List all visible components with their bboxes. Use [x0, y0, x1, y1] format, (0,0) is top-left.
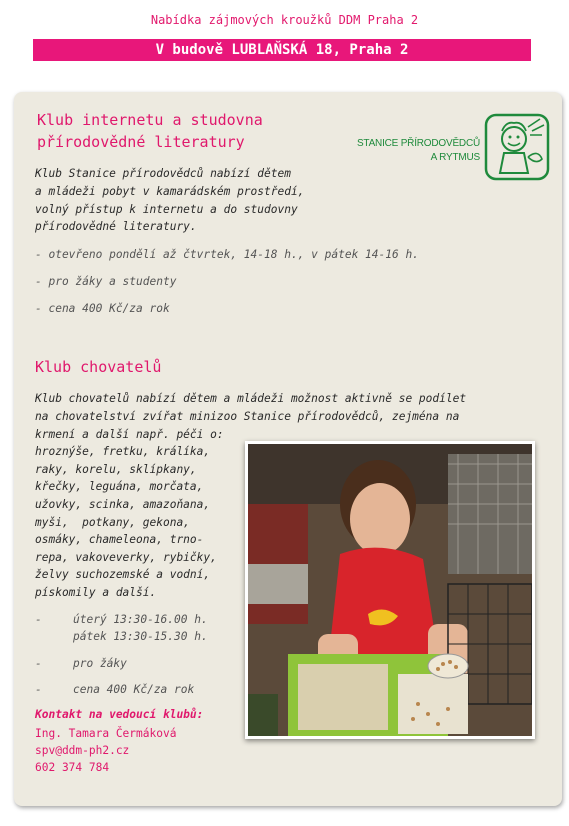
audience-dash: - — [35, 657, 42, 670]
club-breeders-title: Klub chovatelů — [35, 358, 162, 376]
breeders-intro-line: na chovatelství zvířat minizoo Stanice přírodovědců, zejména na — [35, 410, 460, 423]
schedule-friday: pátek 13:30-15.30 h. — [73, 630, 208, 643]
price-dash: - — [35, 683, 42, 696]
animal-line: repa, vakoveverky, rybičky, — [35, 551, 217, 564]
logo-text-line2: A RYTMUS — [430, 152, 480, 163]
animal-line: raky, korelu, sklípkany, — [35, 463, 197, 476]
schedule-tuesday: úterý 13:30-16.00 h. — [73, 613, 208, 626]
contact-email[interactable]: spv@ddm-ph2.cz — [35, 744, 130, 757]
animal-line: užovky, scinka, amazoňana, — [35, 498, 211, 511]
contact-name: Ing. Tamara Čermáková — [35, 727, 177, 740]
boy-feeding-animals-photo — [245, 441, 535, 739]
club-internet-audience: - pro žáky a studenty — [35, 275, 177, 288]
animal-line: želvy suchozemské a vodní, — [35, 568, 211, 581]
contact-heading: Kontakt na vedoucí klubů: — [35, 708, 204, 721]
description-line: a mládeži pobyt v kamarádském prostředí, — [35, 185, 305, 198]
station-logo — [346, 113, 551, 183]
contact-phone: 602 374 784 — [35, 761, 110, 774]
club-internet-title-line1: Klub internetu a studovna — [37, 111, 263, 129]
animal-line: křečky, leguána, morčata, — [35, 480, 204, 493]
club-internet-hours: - otevřeno pondělí až čtvrtek, 14-18 h., v pátek 14-16 h. — [35, 248, 419, 261]
photo-illustration — [248, 444, 532, 736]
animal-line: pískomily a další. — [35, 586, 157, 599]
animal-line: hroznýše, fretku, králíka, — [35, 445, 211, 458]
logo-text — [346, 137, 480, 165]
schedule-dash: - — [35, 613, 42, 626]
breeders-price: cena 400 Kč/za rok — [73, 683, 195, 696]
breeders-intro-line: krmení a další např. péči o: — [35, 428, 224, 441]
animal-line: osmáky, chameleona, trno- — [35, 533, 204, 546]
logo-text-line1: STANICE PŘÍRODOVĚDCŮ — [356, 138, 480, 149]
description-line: volný přístup k internetu a do studovny — [35, 203, 298, 216]
breeders-intro-line: Klub chovatelů nabízí dětem a mládeži možnost aktivně se podílet — [35, 392, 467, 405]
breeders-audience: pro žáky — [73, 657, 127, 670]
club-internet-title-line2: přírodovědné literatury — [37, 133, 245, 151]
animal-line: myši, potkany, gekona, — [35, 516, 190, 529]
club-internet-price: - cena 400 Kč/za rok — [35, 302, 170, 315]
description-line: Klub Stanice přírodovědců nabízí dětem — [35, 167, 291, 180]
description-line: přírodovědné literatury. — [35, 220, 197, 233]
smiling-gardener-logo-icon — [484, 113, 550, 181]
page-top-title: Nabídka zájmových kroužků DDM Praha 2 — [150, 13, 419, 27]
location-banner: V budově LUBLAŇSKÁ 18, Praha 2 — [33, 39, 531, 61]
